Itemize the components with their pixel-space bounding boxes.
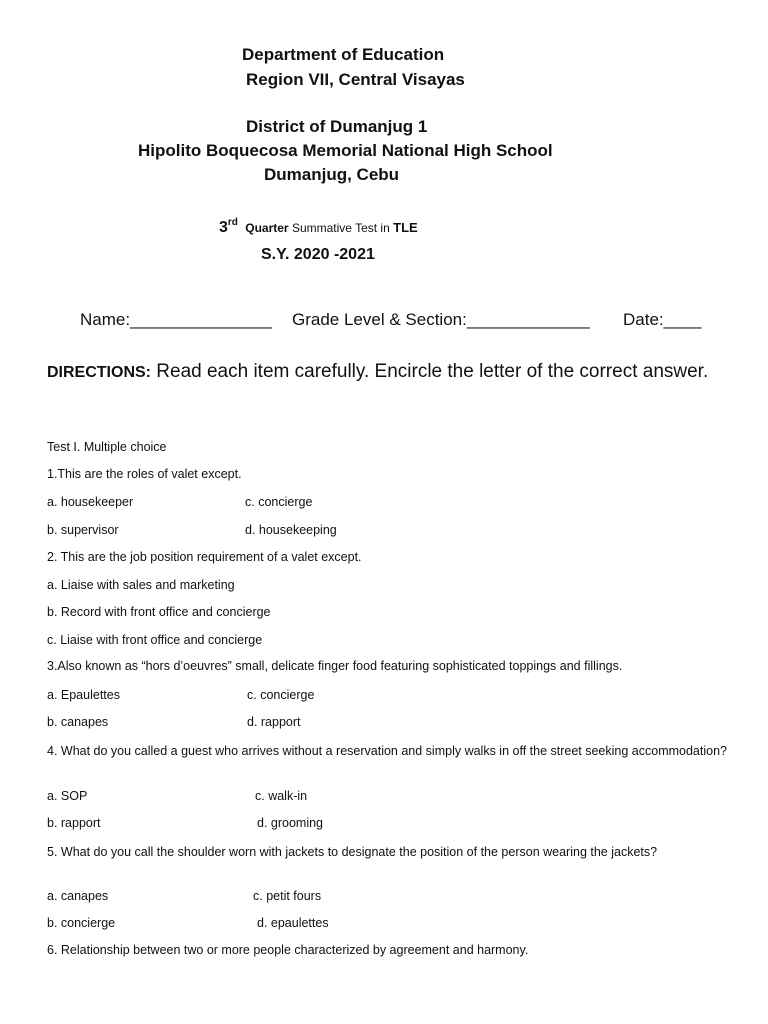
q1-choice-a[interactable]: a. housekeeper [47,495,134,509]
test-title: Test I. Multiple choice [47,440,167,454]
q5-choice-a[interactable]: a. canapes [47,889,109,903]
quarter-label: Quarter [245,221,289,235]
q3-choice-b[interactable]: b. canapes [47,715,109,729]
q3-question: 3.Also known as “hors d’oeuvres” small, delicate finger food featuring sophisticated toppings and fillings. [47,659,623,673]
q1-choice-c[interactable]: c. concierge [245,495,313,509]
header-school: Hipolito Boquecosa Memorial National High School [138,141,553,160]
q5-choice-d[interactable]: d. epaulettes [257,916,329,930]
quarter-title [219,219,418,237]
school-year: S.Y. 2020 -2021 [261,246,375,263]
q1-question: 1.This are the roles of valet except. [47,467,242,481]
q4-choice-a[interactable]: a. SOP [47,789,88,803]
header-district: District of Dumanjug 1 [246,117,428,136]
quarter-ordinal: 3 [219,219,228,236]
header-region: Region VII, Central Visayas [246,70,465,89]
directions-text: Read each item carefully. Encircle the letter of the correct answer. [151,361,709,382]
q5-question: 5. What do you call the shoulder worn with jackets to designate the position of the person wearing the jackets? [47,845,658,859]
q5-choice-b[interactable]: b. concierge [47,916,116,930]
q6-question: 6. Relationship between two or more people characterized by agreement and harmony. [47,943,529,957]
grade-section-field[interactable]: Grade Level & Section:_____________ [292,310,590,329]
header-department: Department of Education [242,45,445,64]
q2-choice-c[interactable]: c. Liaise with front office and concierge [47,633,263,647]
q3-choice-d[interactable]: d. rapport [247,715,301,729]
date-field[interactable]: Date:____ [623,310,702,329]
q3-choice-a[interactable]: a. Epaulettes [47,688,120,702]
q4-question: 4. What do you called a guest who arrives without a reservation and simply walks in off the street seeking accommodation? [47,744,727,758]
header-location: Dumanjug, Cebu [264,165,400,184]
name-field[interactable]: Name:_______________ [80,310,272,329]
subject-label: TLE [393,220,418,235]
q2-question: 2. This are the job position requirement of a valet except. [47,550,362,564]
q1-choice-b[interactable]: b. supervisor [47,523,119,537]
q1-choice-d[interactable]: d. housekeeping [245,523,337,537]
summative-label: Summative Test in [291,221,390,235]
q5-choice-c[interactable]: c. petit fours [253,889,322,903]
directions [47,358,737,386]
quarter-ordinal-suffix: rd [227,217,238,228]
q4-choice-c[interactable]: c. walk-in [255,789,308,803]
q2-choice-a[interactable]: a. Liaise with sales and marketing [47,578,235,592]
q4-choice-b[interactable]: b. rapport [47,816,101,830]
q2-choice-b[interactable]: b. Record with front office and concierge [47,605,271,619]
q3-choice-c[interactable]: c. concierge [247,688,315,702]
directions-label: DIRECTIONS: [47,364,151,381]
q4-choice-d[interactable]: d. grooming [257,816,324,830]
